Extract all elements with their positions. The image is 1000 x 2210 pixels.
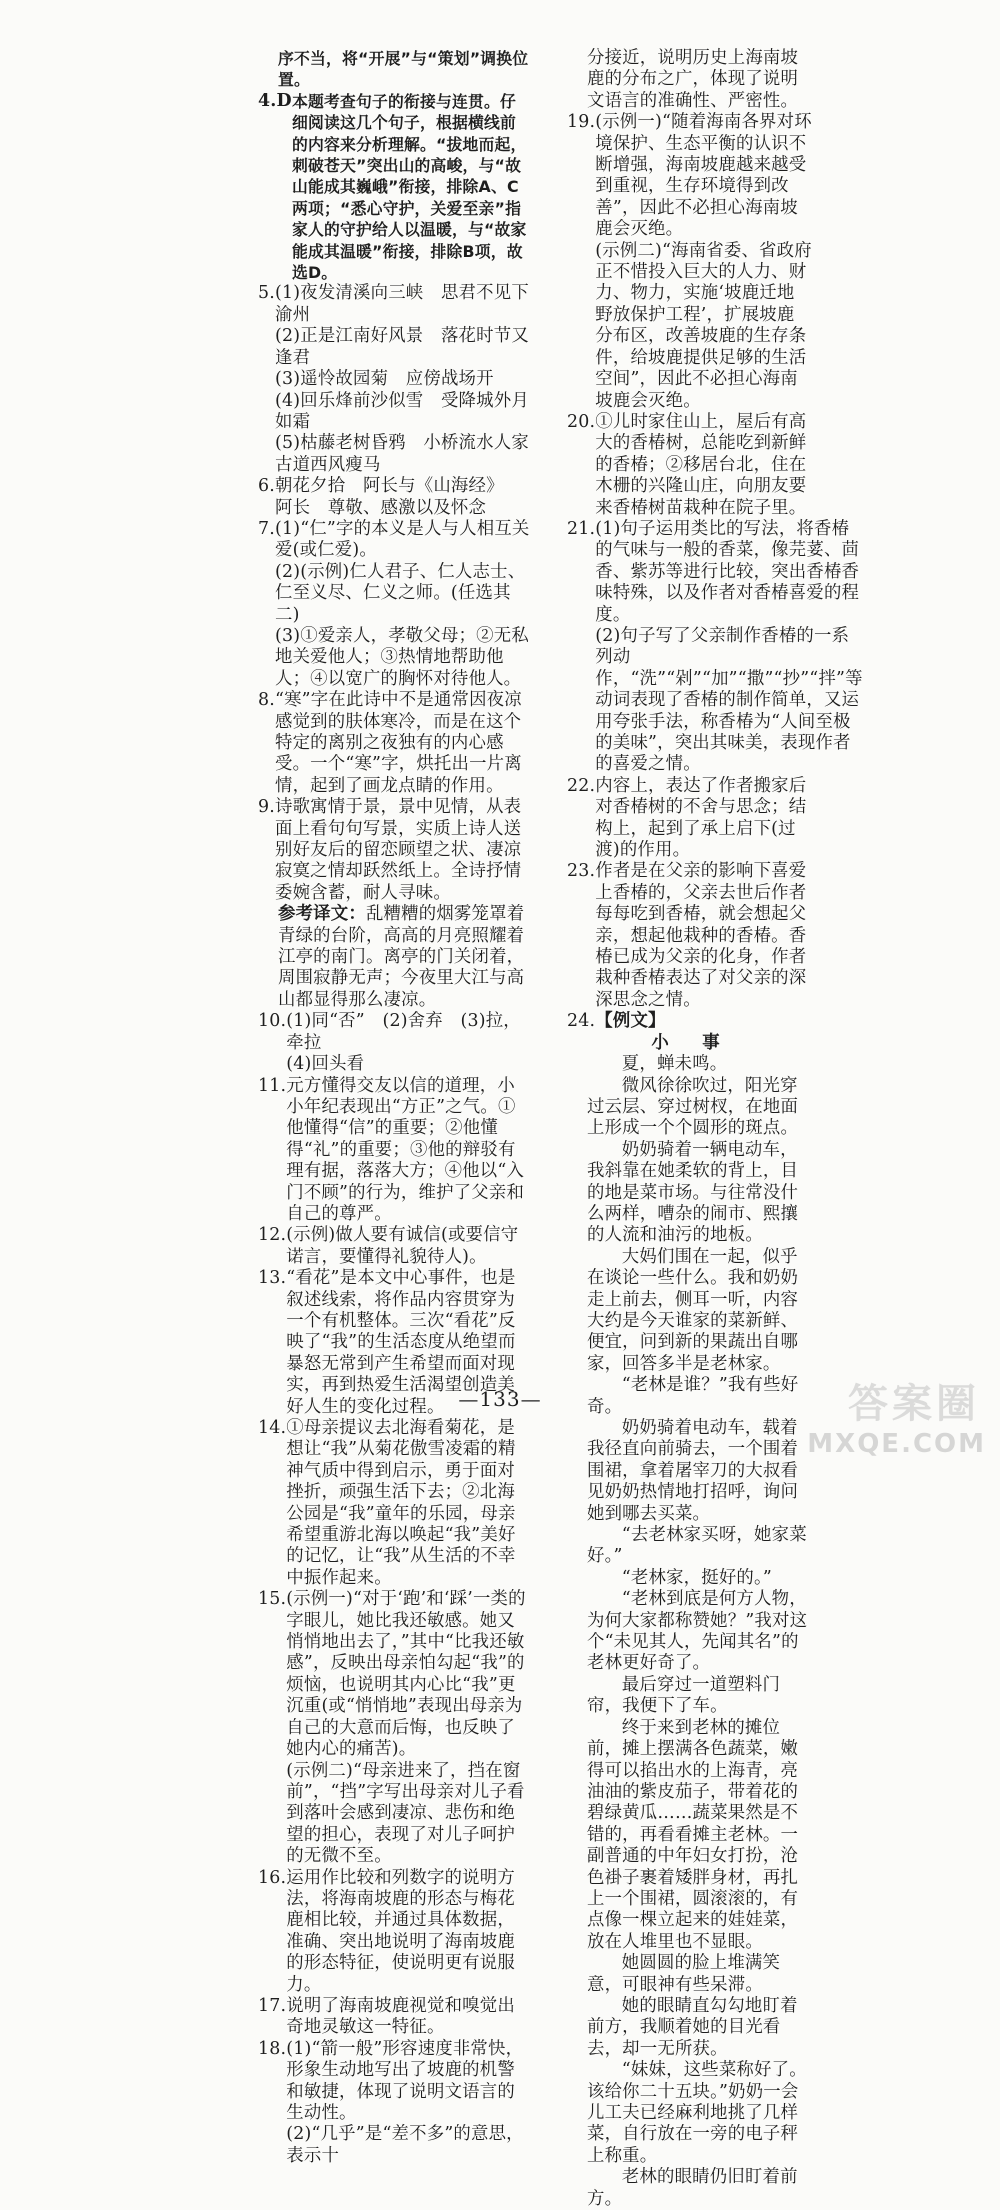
answer-text (275, 283, 547, 476)
answer-line: “寒”字在此诗中不是通常因夜凉感觉到的肤体寒冷，而是在这个特定的离别之夜独有的内心感受。一个“寒”字，烘托出一片离情，起到了画龙点睛的作用。 (275, 690, 522, 796)
answer-text (286, 1868, 530, 1996)
answer-text (275, 797, 530, 904)
answer-text (595, 519, 862, 776)
answer-item (567, 112, 812, 412)
essay-paragraph: 夏，蝉未鸣。 (621, 1054, 728, 1075)
answer-line: 运用作比较和列数字的说明方法，将海南坡鹿的形态与梅花鹿相比较，并通过具体数据，准确、突出地说明了海南坡鹿的形态特征，使说明更有说服力。 (286, 1867, 515, 1995)
essay-paragraph: 终于来到老林的摊位前，摊上摆满各色蔬菜，嫩得可以掐出水的上海青，亮油油的紫皮茄子，带着花的碧绿黄瓜……蔬菜果然是不错的，再看看摊主老林。一副普通的中年妇女打扮，沧色褂子裹着矮胖身材，再扎上一个围裙，圆滚滚的，有点像一棵立起来的娃娃菜，放在人堆里也不显眼。 (587, 1717, 799, 1952)
watermark-url: MXQE.COM (807, 1429, 986, 1459)
watermark-logo-text: 答案圈 (848, 1381, 980, 1427)
answer-line: 内容上，表达了作者搬家后对香椿树的不舍与思念；结构上，起到了承上启下(过渡)的作用。 (595, 775, 807, 861)
answer-item (567, 412, 812, 519)
answer-line: (4)回头看 (286, 1054, 365, 1075)
answer-line: (2)正是江南好风景 落花时节又逢君 (275, 326, 529, 368)
answer-text (275, 476, 530, 519)
answer-item (258, 1996, 530, 2039)
answer-item (567, 48, 812, 112)
answer-number: 9. (258, 797, 275, 818)
answer-text (595, 112, 812, 412)
answer-text (595, 1011, 812, 1032)
answer-number: 23. (567, 861, 596, 882)
answer-text (286, 1996, 530, 2039)
answer-text (286, 2039, 530, 2167)
essay-paragraph: “老林是谁？”我有些好奇。 (587, 1375, 799, 1417)
answer-text (278, 904, 530, 1011)
answer-number: 6. (258, 476, 275, 497)
essay-paragraph: 最后穿过一道塑料门帘，我便下了车。 (587, 1674, 781, 1717)
answer-number (258, 48, 278, 91)
answer-line: 分接近，说明历史上海南坡鹿的分布之广，体现了说明文语言的准确性、严密性。 (587, 48, 799, 111)
answer-item (258, 1011, 530, 1075)
answer-item (567, 776, 812, 862)
right-answers (567, 48, 863, 1033)
essay-paragraph: 奶奶骑着一辆电动车，我斜靠在她柔软的背上，目的地是菜市场。与往常没什么两样，嘈杂的闹市、熙攘的人流和油污的地板。 (587, 1139, 799, 1246)
essay-paragraph: “老林到底是何方人物，为何大家都称赞她？”我对这个“未见其人，先闻其名”的老林更好奇了。 (587, 1589, 808, 1674)
answer-text (587, 48, 812, 112)
answer-line: (1)句子运用类比的写法，将香椿的气味与一般的香菜，像芫荽、茴香、紫苏等进行比较，突出香椿香味特殊，以及作者对香椿喜爱的程度。 (595, 518, 860, 625)
answer-line: 参考译文：乱糟糟的烟雾笼罩着青绿的台阶，高高的月亮照耀着江亭的南门。离亭的门关闭着，周围寂静无声；今夜里大江与高山都显得那么凄凉。 (278, 904, 525, 1010)
answer-line: “看花”是本文中心事件，也是叙述线索，将作品内容贯穿为一个有机整体。三次“看花”反映了“我”的生活态度从绝望而暴怒无常到产生希望而面对现实，再到热爱生活渴望创造美好人生的变化过程。 (286, 1268, 516, 1417)
answer-number: 14. (258, 1418, 287, 1438)
answer-item (258, 1418, 530, 1589)
answer-number (567, 48, 587, 112)
answer-line: 说明了海南坡鹿视觉和嗅觉出奇地灵敏这一特征。 (286, 1995, 515, 2038)
essay-paragraph: “老林家，挺好的。” (621, 1567, 773, 1588)
answer-text (286, 1589, 530, 1867)
answer-text (292, 91, 530, 284)
answer-item (258, 1076, 530, 1226)
answer-item (567, 861, 812, 1011)
answer-number: 22. (567, 775, 596, 796)
answer-number: 19. (567, 112, 596, 133)
answer-line: (1)同“否” (2)舍弃 (3)拉，牵拉 (286, 1011, 521, 1053)
answer-item (258, 797, 530, 904)
answer-number: 11. (258, 1075, 287, 1096)
answer-line: 本题考查句子的衔接与连贯。仔细阅读这几个句子，根据横线前的内容来分析理解。“拔地而起，刺破苍天”突出山的高峻，与“故山能成其巍峨”衔接，排除A、C两项；“悉心守护，关爱至亲”指家人的守护给人以温暖，与“故家能成其温暖”衔接，排除B项，故选D。 (292, 91, 527, 283)
answer-line: 元方懂得交友以信的道理，小小年纪表现出“方正”之气。①他懂得“信”的重要；②他懂得“礼”的重要；③他的辩驳有理有据，落落大方；④他以“入门不顾”的行为，维护了父亲和自己的尊严。 (286, 1075, 525, 1224)
answer-line: (2)(示例)仁人君子、仁人志士、仁至义尽、仁义之师。(任选其二) (275, 561, 526, 625)
answer-number: 21. (567, 518, 596, 539)
answer-item (258, 1589, 530, 1867)
answer-line: 作者是在父亲的影响下喜爱上香椿的，父亲去世后作者每每吃到香椿，就会想起父亲，想起他栽种的香椿。香椿已成为父亲的化身，作者栽种香椿表达了对父亲的深深思念之情。 (595, 861, 807, 1010)
answer-line: (5)枯藤老树昏鸦 小桥流水人家 古道西风瘦马 (275, 433, 547, 475)
answer-text (595, 412, 812, 519)
essay-paragraph: 大妈们围在一起，似乎在谈论一些什么。我和奶奶走上前去，侧耳一听，内容大约是今天谁家的菜新鲜、便宜，问到新的果蔬出自哪家，回答多半是老林家。 (587, 1246, 799, 1374)
answer-number: 5. (258, 283, 275, 304)
answer-item (258, 476, 530, 519)
answer-line: (1)“仁”字的本义是人与人相互关爱(或仁爱)。 (275, 518, 530, 561)
site-watermark (794, 1383, 994, 1463)
answer-number: 12. (258, 1225, 287, 1246)
answer-line: (1)夜发清溪向三峡 思君不见下渝州 (275, 283, 529, 325)
answer-number: 24. (567, 1011, 596, 1032)
answer-item (258, 91, 530, 284)
answer-text (286, 1225, 530, 1268)
answer-item (258, 1868, 530, 1996)
answer-text (286, 1418, 530, 1589)
answer-number: 17. (258, 1995, 287, 2016)
answer-line: (示例一)“随着海南各界对环境保护、生态平衡的认识不断增强，海南坡鹿越来越受到重视，生存环境得到改善”，因此不必担心海南坡鹿会灭绝。 (595, 112, 812, 240)
answer-number (258, 904, 278, 1011)
essay-paragraph: 她圆圆的脸上堆满笑意，可眼神有些呆滞。 (587, 1953, 781, 1995)
right-column (567, 48, 863, 2210)
answer-line: (示例二)“母亲进来了，挡在窗前”，“挡”字写出母亲对儿子看到落叶会感到凄凉、悲伤和绝望的担心，表现了对儿子呵护的无微不至。 (286, 1760, 525, 1867)
answer-line: (示例一)“对于‘跑’和‘踩’一类的字眼儿，她比我还敏感。她又悄悄地出去了，”其中“比我还敏感”，反映出母亲怕勾起“我”的烦恼，也说明其内心比“我”更沉重(或“悄悄地”表现出母亲为自己的大意而后悔，也反映了她内心的痛苦)。 (286, 1589, 526, 1760)
answer-line: (3)①爱亲人，孝敬父母；②无私地关爱他人；③热情地帮助他人；④以宽广的胸怀对待他人。 (275, 625, 529, 689)
left-column (258, 48, 547, 2167)
answer-line: 诗歌寓情于景，景中见情，从表面上看句句写景，实质上诗人送别好友后的留恋顾望之状、凄凉寂寞之情却跃然纸上。全诗抒情委婉含蓄，耐人寻味。 (275, 797, 522, 903)
answer-line: (2)句子写了父亲制作香椿的一系列动作，“洗”“剁”“加”“撒”“抄”“拌”等动词表现了香椿的制作简单，又运用夸张手法，称香椿为“人间至极的美味”，突出其味美，表现作者的喜爱之情。 (595, 625, 863, 775)
answer-text (286, 1076, 530, 1226)
answer-item (567, 518, 863, 776)
answer-text (275, 519, 530, 690)
answer-line: ①母亲提议去北海看菊花，是想让“我”从菊花傲雪凌霜的精神气质中得到启示，勇于面对挫折，顽强生活下去；②北海公园是“我”童年的乐园，母亲希望重游北海以唤起“我”美好的记忆，让“我”从生活的不幸中振作起来。 (286, 1418, 516, 1588)
answer-line: 朝花夕拾 阿长与《山海经》 阿长 尊敬、感激以及怀念 (275, 476, 513, 518)
answer-text (286, 1011, 530, 1075)
essay-title: 小 事 (651, 1032, 728, 1053)
answer-line: 序不当，将“开展”与“策划”调换位置。 (278, 49, 529, 90)
answer-number: 7. (258, 518, 275, 539)
essay-body (567, 1054, 812, 2210)
essay-paragraph: “妹妹，这些菜称好了。该给你二十五块。”奶奶一会儿工夫已经麻利地挑了几样菜，自行放在一旁的电子秤上称重。 (587, 2060, 807, 2166)
answer-text (278, 48, 530, 91)
answer-line: (3)遥怜故园菊 应傍战场开 (275, 369, 494, 390)
sample-essay (567, 1033, 812, 2210)
answer-number: 15. (258, 1589, 287, 1610)
answer-line: (4)回乐烽前沙似雪 受降城外月如霜 (275, 390, 529, 432)
answer-text (275, 690, 530, 797)
answer-line: 【例文】 (595, 1011, 666, 1032)
answer-text (595, 861, 812, 1011)
essay-paragraph: 奶奶骑着电动车，载着我径直向前骑去，一个围着围裙，拿着屠宰刀的大叔看见奶奶热情地打招呼，询问她到哪去买菜。 (587, 1418, 799, 1524)
answer-item (258, 904, 530, 1011)
answer-number: 4.D (258, 90, 292, 111)
answer-number: 18. (258, 2038, 287, 2059)
answer-number: 8. (258, 690, 275, 711)
page-number: —133— (458, 1387, 542, 1411)
answer-item (258, 2039, 530, 2167)
answer-item (258, 48, 530, 91)
answer-number: 10. (258, 1011, 287, 1032)
answer-line: (1)“箭一般”形容速度非常快，形象生动地写出了坡鹿的机警和敏捷，体现了说明文语言的生动性。 (286, 2038, 524, 2123)
answer-number: 16. (258, 1867, 287, 1888)
essay-paragraph: “去老林家买呀，她家菜好。” (587, 1525, 807, 1567)
essay-paragraph: 她的眼睛直勾勾地盯着前方，我顺着她的目光看去，却一无所获。 (587, 1995, 798, 2059)
essay-paragraph: 微风徐徐吹过，阳光穿过云层、穿过树杈，在地面上形成一个个圆形的斑点。 (587, 1075, 799, 1139)
answer-item (567, 1011, 812, 1032)
answer-item (258, 283, 547, 476)
answer-line: ①儿时家住山上，屋后有高大的香椿树，总能吃到新鲜的香椿；②移居台北，住在木栅的兴隆山庄，向朋友要来香椿树苗栽种在院子里。 (595, 411, 807, 518)
answer-line: (2)“几乎”是“差不多”的意思，表示十 (286, 2124, 524, 2166)
answer-item (258, 519, 530, 690)
answer-number: 20. (567, 411, 596, 432)
answer-line: (示例二)“海南省委、省政府正不惜投入巨大的人力、财力、物力，实施‘坡鹿迁地野放保护工程’，扩展坡鹿分布区，改善坡鹿的生存条件，给坡鹿提供足够的生活空间”，因此不必担心海南坡鹿会灭绝。 (595, 240, 812, 411)
answer-number: 13. (258, 1268, 287, 1289)
essay-paragraph: 老林的眼睛仍旧盯着前方。 (587, 2167, 798, 2209)
answer-line: (示例)做人要有诚信(或要信守诺言，要懂得礼貌待人)。 (286, 1225, 519, 1267)
answer-item (258, 690, 530, 797)
answer-item (258, 1225, 530, 1268)
answer-text (595, 776, 812, 862)
